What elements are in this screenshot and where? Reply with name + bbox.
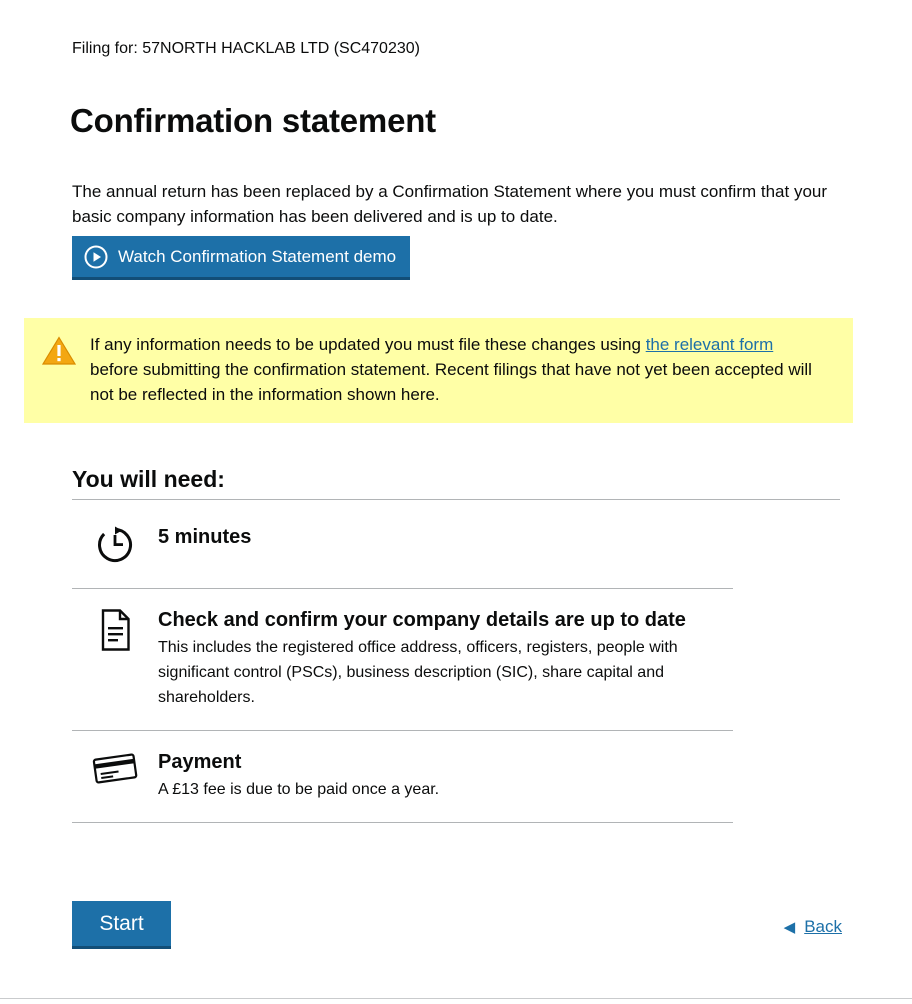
warning-triangle-icon xyxy=(42,336,78,368)
back-navigation[interactable] xyxy=(784,917,842,937)
intro-paragraph: The annual return has been replaced by a Confirmation Statement where you must confirm that your basic company information has been delivered and is up to date. xyxy=(72,182,828,226)
document-icon xyxy=(72,607,158,710)
list-item-heading: Payment xyxy=(158,751,242,773)
clock-icon xyxy=(72,524,158,564)
list-item-description: A £13 fee is due to be paid once a year. xyxy=(158,781,440,798)
play-circle-icon xyxy=(84,245,108,269)
list-item xyxy=(72,589,733,731)
warning-text-after: before submitting the confirmation statement. Recent filings that have not yet been accepted will not be reflected in the information shown here. xyxy=(90,360,812,404)
relevant-form-link[interactable]: the relevant form xyxy=(645,335,774,354)
page-title: Confirmation statement xyxy=(70,102,436,140)
watch-demo-label: Watch Confirmation Statement demo xyxy=(118,247,397,266)
footer-band xyxy=(0,999,912,1004)
filing-for-label: Filing for: 57NORTH HACKLAB LTD (SC470230) xyxy=(72,40,420,57)
warning-text-before: If any information needs to be updated you must file these changes using xyxy=(90,335,646,354)
you-will-need-list xyxy=(72,500,733,823)
warning-banner xyxy=(24,318,853,423)
credit-card-icon xyxy=(72,749,158,802)
start-button[interactable]: Start xyxy=(72,901,171,949)
warning-text xyxy=(78,332,818,407)
list-item xyxy=(72,731,733,823)
list-item-description: This includes the registered office address, officers, registers, people with significant control (PSCs), business description (SIC), share capital and shareholders. xyxy=(158,639,678,706)
list-item-heading: Check and confirm your company details are up to date xyxy=(158,609,686,631)
list-item xyxy=(72,500,733,589)
list-item-heading: 5 minutes xyxy=(158,526,252,548)
watch-demo-button[interactable] xyxy=(72,236,410,280)
left-triangle-icon: ◀ xyxy=(783,918,796,936)
you-will-need-heading: You will need: xyxy=(72,466,225,493)
back-link[interactable]: Back xyxy=(804,917,842,936)
